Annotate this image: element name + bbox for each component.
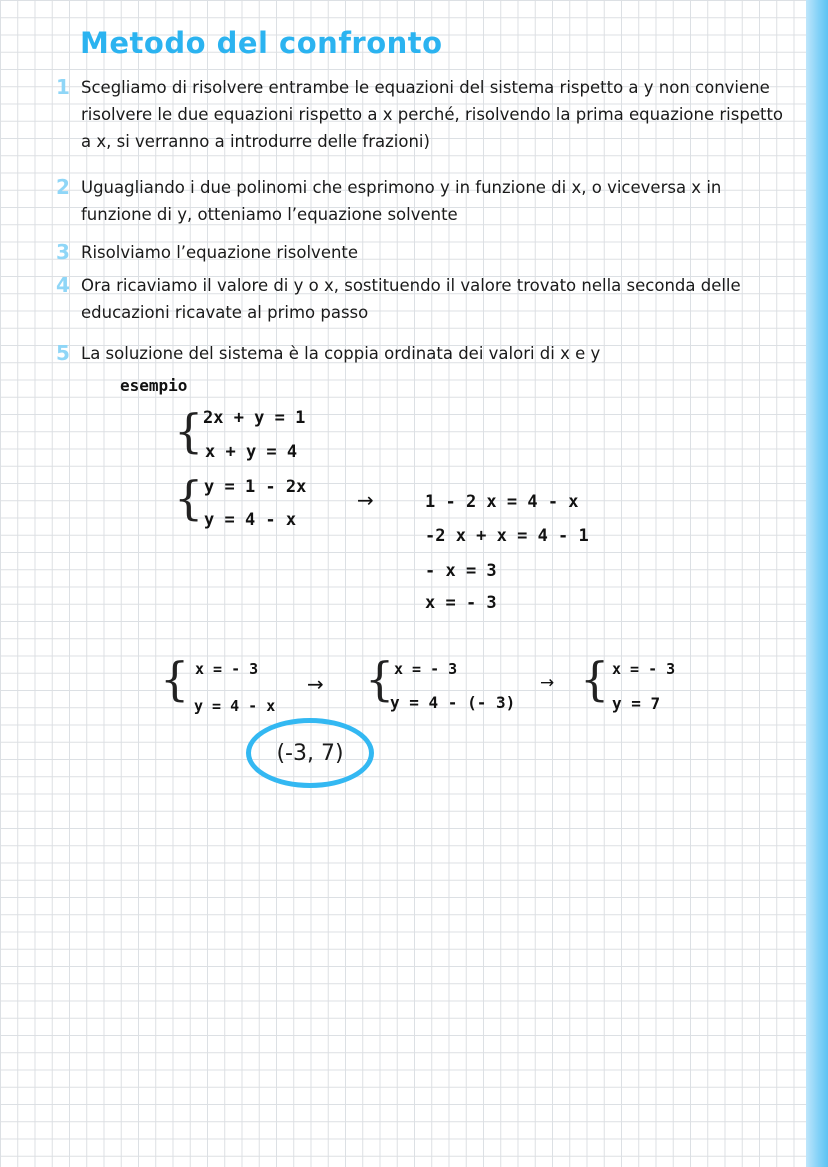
arrow-right-icon: → (540, 673, 555, 693)
system5-eq1: x = - 3 (612, 660, 676, 678)
step-number-3: 3 (56, 240, 70, 264)
algebra-step-4: x = - 3 (425, 593, 497, 613)
brace-icon: { (174, 404, 204, 458)
arrow-right-icon: → (307, 672, 324, 696)
step-text-5: La soluzione del sistema è la coppia ordinata dei valori di x e y (81, 344, 601, 363)
brace-icon: { (580, 652, 610, 706)
example-label: esempio (120, 376, 188, 395)
algebra-step-2: -2 x + x = 4 - 1 (425, 526, 589, 546)
step-text-1: Scegliamo di risolvere entrambe le equazioni del sistema rispetto a y non conviene risolvere le due equazioni rispetto a x perché, risolvendo la prima equazione rispetto a x, si verranno a introdurre delle frazioni) (81, 78, 784, 151)
step-text-2: Uguagliando i due polinomi che esprimono y in funzione di x, o viceversa x in funzione di y, otteniamo l’equazione solvente (81, 178, 722, 224)
step-number-2: 2 (56, 175, 70, 199)
system2-eq2: y = 4 - x (204, 510, 297, 530)
step-2 (56, 174, 786, 228)
page-title: Metodo del confronto (80, 26, 443, 60)
system3-eq2: y = 4 - x (194, 697, 276, 715)
brace-icon: { (365, 652, 395, 706)
step-number-4: 4 (56, 273, 70, 297)
step-3 (56, 239, 786, 266)
system4-eq2: y = 4 - (- 3) (390, 693, 516, 712)
system1-eq1: 2x + y = 1 (203, 408, 306, 428)
step-text-4: Ora ricaviamo il valore di y o x, sostituendo il valore trovato nella seconda delle educazioni ricavate al primo passo (81, 276, 741, 322)
algebra-step-1: 1 - 2 x = 4 - x (425, 492, 579, 512)
step-number-5: 5 (56, 341, 70, 365)
step-text-3: Risolviamo l’equazione risolvente (81, 243, 359, 262)
system5-eq2: y = 7 (612, 694, 661, 713)
system1-eq2: x + y = 4 (205, 442, 298, 462)
page-edge-strip (806, 0, 828, 1167)
solution-circle (246, 718, 374, 788)
system2-eq1: y = 1 - 2x (204, 477, 307, 497)
brace-icon: { (160, 652, 190, 706)
algebra-step-3: - x = 3 (425, 561, 497, 581)
step-1 (56, 74, 786, 155)
system3-eq1: x = - 3 (195, 660, 259, 678)
step-4 (56, 272, 786, 326)
solution-value: (-3, 7) (276, 740, 344, 766)
brace-icon: { (174, 471, 204, 525)
system4-eq1: x = - 3 (394, 660, 458, 678)
arrow-right-icon: → (357, 488, 374, 512)
step-number-1: 1 (56, 75, 70, 99)
step-5 (56, 340, 786, 367)
